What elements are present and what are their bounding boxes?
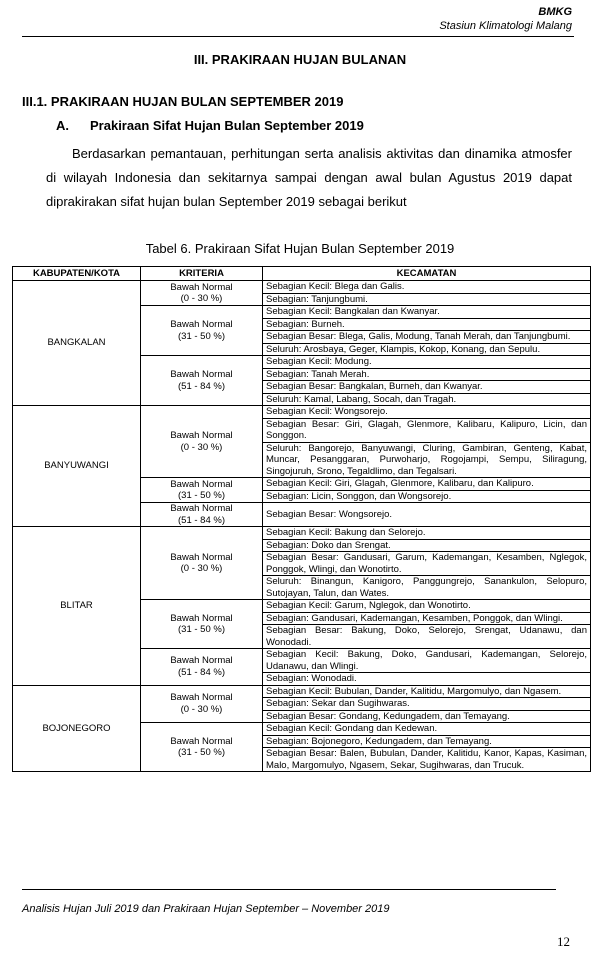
- kecamatan-cell: Sebagian Kecil: Giri, Glagah, Glenmore, Kalibaru, dan Kalipuro.: [263, 478, 591, 491]
- kriteria-cell: Bawah Normal (31 - 50 %): [141, 600, 263, 649]
- kecamatan-cell: Sebagian Kecil: Bakung, Doko, Gandusari, Kademangan, Selorejo, Udanawu, dan Wlingi.: [263, 649, 591, 673]
- kecamatan-cell: Sebagian Besar: Bakung, Doko, Selorejo, Srengat, Udanawu, dan Wonodadi.: [263, 625, 591, 649]
- table-body: [13, 281, 591, 772]
- section-title: III.1. PRAKIRAAN HUJAN BULAN SEPTEMBER 2019: [22, 94, 344, 109]
- table-row: [13, 406, 591, 419]
- forecast-table: [12, 266, 591, 772]
- kecamatan-cell: Sebagian: Tanah Merah.: [263, 368, 591, 381]
- kabupaten-cell: BANGKALAN: [13, 281, 141, 406]
- kriteria-cell: Bawah Normal (0 - 30 %): [141, 281, 263, 306]
- header-divider: [22, 36, 574, 37]
- header-org: BMKG: [538, 6, 572, 18]
- kecamatan-cell: Sebagian: Burneh.: [263, 318, 591, 331]
- page-number: 12: [557, 934, 570, 949]
- subsection-title: Prakiraan Sifat Hujan Bulan September 2019: [90, 118, 364, 133]
- kecamatan-cell: Sebagian: Tanjungbumi.: [263, 293, 591, 306]
- kriteria-cell: Bawah Normal (0 - 30 %): [141, 406, 263, 478]
- kecamatan-cell: Sebagian Kecil: Blega dan Galis.: [263, 281, 591, 294]
- footer-divider: [22, 889, 556, 890]
- kriteria-cell: Bawah Normal (51 - 84 %): [141, 649, 263, 686]
- kecamatan-cell: Sebagian Besar: Blega, Galis, Modung, Tanah Merah, dan Tanjungbumi.: [263, 331, 591, 344]
- kecamatan-cell: Sebagian Besar: Balen, Bubulan, Dander, Kalitidu, Kanor, Kapas, Kasiman, Malo, Margomulyo, Ngasem, Sekar, Sugihwaras, dan Trucuk.: [263, 748, 591, 772]
- kecamatan-cell: Sebagian: Doko dan Srengat.: [263, 539, 591, 552]
- table-row: [13, 527, 591, 540]
- kecamatan-cell: Sebagian Besar: Giri, Glagah, Glenmore, Kalibaru, Kalipuro, Licin, dan Songgon.: [263, 418, 591, 442]
- kecamatan-cell: Seluruh: Binangun, Kanigoro, Panggungrejo, Sanankulon, Selopuro, Sutojayan, Talun, dan Wates.: [263, 576, 591, 600]
- header-kriteria: KRITERIA: [141, 267, 263, 281]
- header-kecamatan: KECAMATAN: [263, 267, 591, 281]
- kabupaten-cell: BOJONEGORO: [13, 685, 141, 772]
- footer-text: Analisis Hujan Juli 2019 dan Prakiraan Hujan September – November 2019: [22, 903, 390, 915]
- kecamatan-cell: Sebagian: Sekar dan Sugihwaras.: [263, 698, 591, 711]
- chapter-title: III. PRAKIRAAN HUJAN BULANAN: [193, 52, 407, 67]
- kecamatan-cell: Sebagian: Bojonegoro, Kedungadem, dan Temayang.: [263, 735, 591, 748]
- kriteria-cell: Bawah Normal (31 - 50 %): [141, 478, 263, 503]
- kecamatan-cell: Sebagian Kecil: Bakung dan Selorejo.: [263, 527, 591, 540]
- kecamatan-cell: Sebagian Kecil: Bubulan, Dander, Kalitidu, Margomulyo, dan Ngasem.: [263, 685, 591, 698]
- kecamatan-cell: Seluruh: Arosbaya, Geger, Klampis, Kokop, Konang, dan Sepulu.: [263, 343, 591, 356]
- kecamatan-cell: Sebagian Kecil: Garum, Nglegok, dan Wonotirto.: [263, 600, 591, 613]
- kriteria-cell: Bawah Normal (31 - 50 %): [141, 306, 263, 356]
- kecamatan-cell: Sebagian Besar: Bangkalan, Burneh, dan Kwanyar.: [263, 381, 591, 394]
- kriteria-cell: Bawah Normal (51 - 84 %): [141, 503, 263, 527]
- kecamatan-cell: Sebagian Kecil: Wongsorejo.: [263, 406, 591, 419]
- kecamatan-cell: Sebagian Kecil: Bangkalan dan Kwanyar.: [263, 306, 591, 319]
- kecamatan-cell: Seluruh: Kamal, Labang, Socah, dan Tragah.: [263, 393, 591, 406]
- kriteria-cell: Bawah Normal (0 - 30 %): [141, 527, 263, 600]
- table-row: [13, 685, 591, 698]
- kecamatan-cell: Sebagian: Gandusari, Kademangan, Kesamben, Ponggok, dan Wlingi.: [263, 612, 591, 625]
- table-header-row: [13, 267, 591, 281]
- header-station: Stasiun Klimatologi Malang: [439, 20, 572, 32]
- table-caption: Tabel 6. Prakiraan Sifat Hujan Bulan September 2019: [145, 241, 455, 256]
- kriteria-cell: Bawah Normal (51 - 84 %): [141, 356, 263, 406]
- kecamatan-cell: Sebagian: Licin, Songgon, dan Wongsorejo.: [263, 490, 591, 503]
- intro-paragraph: Berdasarkan pemantauan, perhitungan serta analisis aktivitas dan dinamika atmosfer di wilayah Indonesia dan sekitarnya sampai dengan awal bulan Agustus 2019 dapat diprakirakan sifat hujan bulan September 2019 sebagai berikut: [46, 146, 572, 209]
- kecamatan-cell: Sebagian Besar: Wongsorejo.: [263, 503, 591, 527]
- subsection-number: A.: [56, 118, 69, 133]
- table-row: [13, 281, 591, 294]
- kecamatan-cell: Sebagian: Wonodadi.: [263, 673, 591, 686]
- kecamatan-cell: Sebagian Besar: Gondang, Kedungadem, dan Temayang.: [263, 710, 591, 723]
- kriteria-cell: Bawah Normal (0 - 30 %): [141, 685, 263, 723]
- kecamatan-cell: Sebagian Besar: Gandusari, Garum, Kademangan, Kesamben, Nglegok, Ponggok, Wlingi, dan Wonotirto.: [263, 552, 591, 576]
- kecamatan-cell: Seluruh: Bangorejo, Banyuwangi, Cluring, Gambiran, Genteng, Kabat, Muncar, Pesanggaran, Purwoharjo, Rogojampi, Sempu, Siliragung, Singojuruh, Srono, Tegaldlimo, dan Tegalsari.: [263, 442, 591, 478]
- kabupaten-cell: BLITAR: [13, 527, 141, 686]
- header-kabupaten: KABUPATEN/KOTA: [13, 267, 141, 281]
- kecamatan-cell: Sebagian Kecil: Gondang dan Kedewan.: [263, 723, 591, 736]
- kabupaten-cell: BANYUWANGI: [13, 406, 141, 527]
- kecamatan-cell: Sebagian Kecil: Modung.: [263, 356, 591, 369]
- kriteria-cell: Bawah Normal (31 - 50 %): [141, 723, 263, 772]
